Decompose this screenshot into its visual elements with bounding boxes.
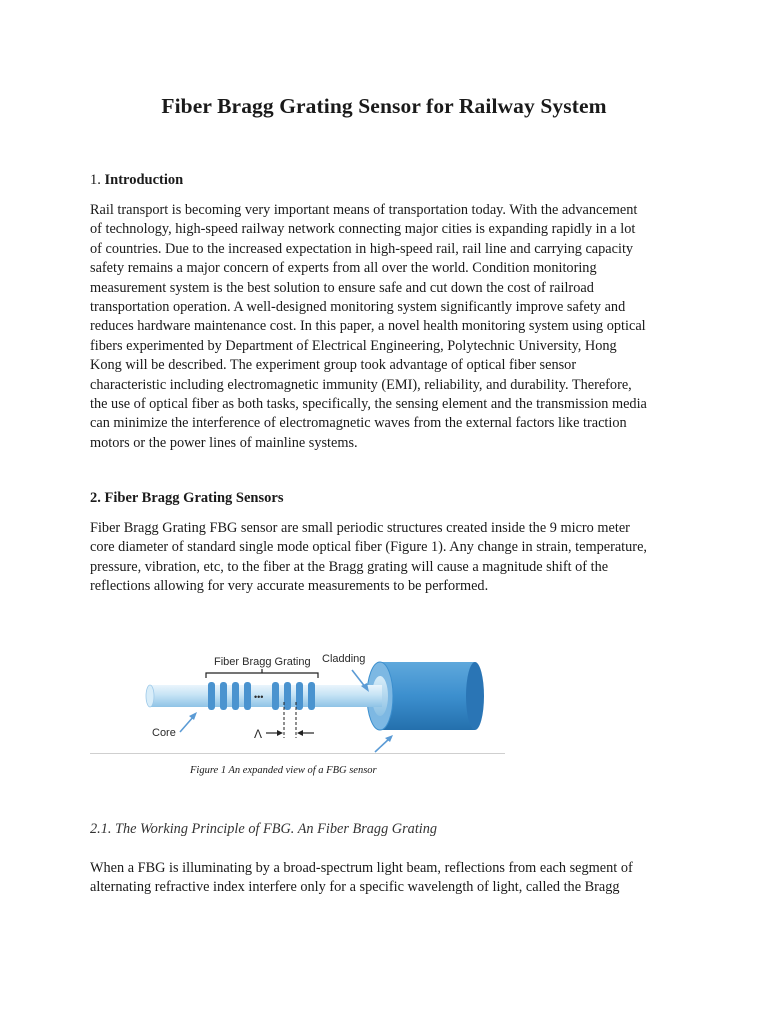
paragraph-line: fibers experimented by Department of Electrical Engineering, Polytechnic University, Hong <box>90 337 617 354</box>
grating-band <box>272 682 279 710</box>
core-label: Core <box>152 727 176 739</box>
fbg-sensor-figure <box>90 640 510 755</box>
cladding-cylinder <box>380 662 475 730</box>
paragraph-line: reduces hardware maintenance cost. In this paper, a novel health monitoring system using optical <box>90 318 646 335</box>
grating-band <box>284 682 291 710</box>
grating-band <box>244 682 251 710</box>
subsection-heading-working-principle: 2.1. The Working Principle of FBG. An Fiber Bragg Grating <box>90 821 438 837</box>
section-number: 1. <box>90 172 101 188</box>
section-heading-introduction <box>90 172 183 189</box>
cladding-label: Cladding <box>322 653 366 665</box>
paragraph-line: transportation operation. A well-designed monitoring system significantly improve safety and <box>90 299 626 316</box>
period-label: Λ <box>254 727 263 741</box>
paragraph-line: reflections allowing for very accurate measurements to be performed. <box>90 578 489 595</box>
core-fiber-end <box>146 685 154 707</box>
introduction-paragraph <box>90 201 690 453</box>
paragraph-line: Fiber Bragg Grating FBG sensor are small periodic structures created inside the 9 micro meter <box>90 520 630 536</box>
grating-label: Fiber Bragg Grating <box>214 656 311 668</box>
paragraph-line: measurement system is the best solution to ensure safe and cut down the cost of railroad <box>90 279 594 296</box>
section-heading-fbg-sensors: 2. Fiber Bragg Grating Sensors <box>90 490 284 506</box>
cladding-end-cap <box>466 662 484 730</box>
paragraph-line: the use of optical fiber as both tasks, specifically, the sensing element and the transmission media <box>90 396 647 413</box>
paragraph-line: can minimize the interference of electromagnetic waves from the external factors like traction <box>90 415 627 432</box>
paragraph-line: alternating refractive index interfere only for a specific wavelength of light, called the Bragg <box>90 879 620 896</box>
paragraph-line: Rail transport is becoming very important means of transportation today. With the advancement <box>90 202 638 218</box>
grating-band <box>208 682 215 710</box>
paragraph-line: pressure, vibration, etc, to the fiber at the Bragg grating will cause a magnitude shift of the <box>90 558 609 575</box>
grating-bracket <box>206 669 318 678</box>
period-arrow-left-head <box>277 730 283 736</box>
grating-ellipsis: ••• <box>254 692 264 702</box>
paragraph-line: of countries. Due to the increased expectation in high-speed rail, rail line and carrying capacity <box>90 240 634 257</box>
core-arrow-head <box>189 712 197 720</box>
paragraph-line: Kong will be described. The experiment group took advantage of optical fiber sensor <box>90 357 577 374</box>
paragraph-line: core diameter of standard single mode optical fiber (Figure 1). Any change in strain, temperature, <box>90 539 647 556</box>
working-principle-paragraph <box>90 859 690 898</box>
fbg-paragraph <box>90 519 690 597</box>
core-arrow <box>180 716 194 732</box>
section-heading-text: Introduction <box>104 172 184 188</box>
paragraph-line: of technology, high-speed railway network connecting major cities is expanding rapidly in a lot <box>90 221 636 238</box>
figure-divider <box>90 753 505 754</box>
paragraph-line: motors or the power lines of mainline systems. <box>90 434 358 451</box>
grating-band <box>220 682 227 710</box>
paragraph-line: safety remains a major concern of experts from all over the world. Condition monitoring <box>90 260 597 277</box>
paragraph-line: When a FBG is illuminating by a broad-spectrum light beam, reflections from each segment of <box>90 860 633 876</box>
period-arrow-right-head <box>297 730 303 736</box>
grating-band <box>308 682 315 710</box>
document-title: Fiber Bragg Grating Sensor for Railway System <box>161 94 607 118</box>
grating-band <box>296 682 303 710</box>
paragraph-line: characteristic including electromagnetic immunity (EMI), reliability, and durability. Therefore, <box>90 376 632 393</box>
grating-band <box>232 682 239 710</box>
figure-caption: Figure 1 An expanded view of a FBG sensor <box>190 765 377 776</box>
core-fiber <box>150 685 382 707</box>
